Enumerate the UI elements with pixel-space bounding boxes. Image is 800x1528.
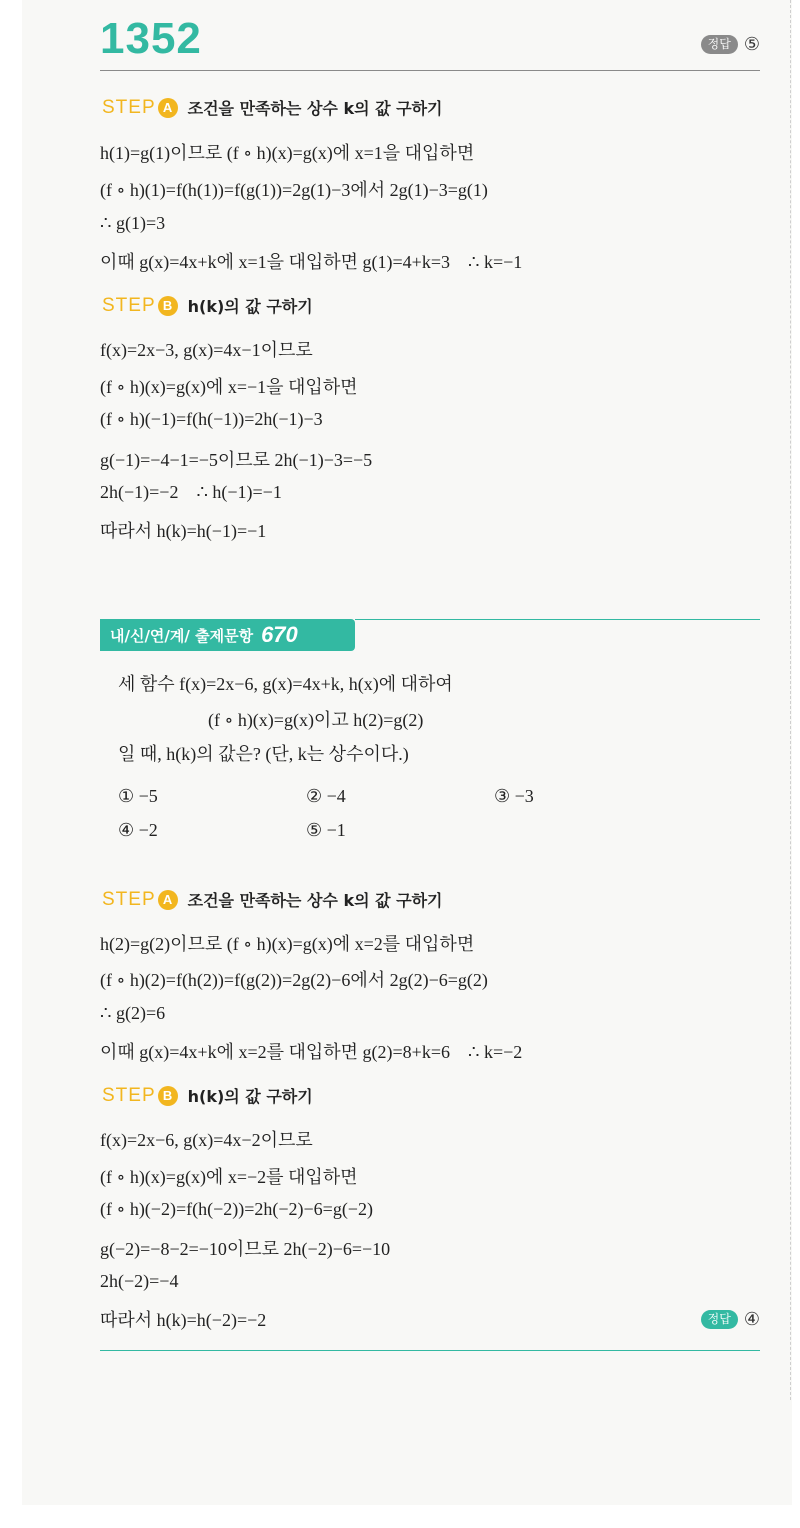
step-title: 조건을 만족하는 상수 k의 값 구하기 — [187, 891, 443, 910]
math-line: 2h(−1)=−2 ∴ h(−1)=−1 — [100, 482, 282, 502]
math-line: ∴ g(2)=6 — [100, 1003, 166, 1023]
math-line: 따라서 h(k)=h(−2)=−2 — [100, 1310, 267, 1330]
question-line: (f ∘ h)(x)=g(x)이고 h(2)=g(2) — [208, 710, 424, 730]
step-letter-badge: A — [158, 890, 178, 910]
math-line: 따라서 h(k)=h(−1)=−1 — [100, 521, 267, 541]
math-line: (f ∘ h)(x)=g(x)에 x=−2를 대입하면 — [100, 1167, 358, 1187]
step-a-heading — [102, 96, 443, 119]
math-line: (f ∘ h)(x)=g(x)에 x=−1을 대입하면 — [100, 377, 358, 397]
step-label: STEP — [102, 96, 156, 118]
step-title: h(k)의 값 구하기 — [187, 297, 313, 316]
math-line: ∴ g(1)=3 — [100, 213, 166, 233]
math-line: f(x)=2x−3, g(x)=4x−1이므로 — [100, 340, 313, 360]
question-line: 일 때, h(k)의 값은? (단, k는 상수이다.) — [118, 744, 409, 764]
step-label: STEP — [102, 294, 156, 316]
math-line: (f ∘ h)(1)=f(h(1))=f(g(1))=2g(1)−3에서 2g(1)−3=g(1) — [100, 180, 488, 200]
step-title: 조건을 만족하는 상수 k의 값 구하기 — [187, 99, 443, 118]
ribbon-divider — [355, 619, 760, 620]
problem-number: 1352 — [100, 14, 202, 63]
step-b-heading — [102, 294, 313, 317]
step-letter-badge: A — [158, 98, 178, 118]
step-letter-badge: B — [158, 296, 178, 316]
math-line: g(−1)=−4−1=−5이므로 2h(−1)−3=−5 — [100, 450, 373, 470]
answer-tag-bottom — [701, 1309, 760, 1330]
choice-4: ④ −2 — [118, 820, 158, 840]
math-line: f(x)=2x−6, g(x)=4x−2이므로 — [100, 1130, 313, 1150]
math-line: (f ∘ h)(2)=f(h(2))=f(g(2))=2g(2)−6에서 2g(2)−6=g(2) — [100, 970, 488, 990]
step-label: STEP — [102, 888, 156, 910]
math-line: 2h(−2)=−4 — [100, 1271, 179, 1291]
footer-divider — [100, 1350, 760, 1351]
choice-1: ① −5 — [118, 786, 158, 806]
step-title: h(k)의 값 구하기 — [187, 1087, 313, 1106]
choice-5: ⑤ −1 — [306, 820, 346, 840]
header-divider — [100, 70, 760, 71]
choice-3: ③ −3 — [494, 786, 534, 806]
step-a-heading — [102, 888, 443, 911]
answer-value: ④ — [743, 1309, 760, 1330]
step-letter-badge: B — [158, 1086, 178, 1106]
math-line: h(1)=g(1)이므로 (f ∘ h)(x)=g(x)에 x=1을 대입하면 — [100, 143, 475, 163]
answer-tag-top — [701, 34, 760, 55]
step-label: STEP — [102, 1084, 156, 1106]
answer-value: ⑤ — [743, 34, 760, 55]
question-line: 세 함수 f(x)=2x−6, g(x)=4x+k, h(x)에 대하여 — [118, 674, 453, 694]
linked-problem-ribbon — [100, 619, 355, 651]
math-line: (f ∘ h)(−2)=f(h(−2))=2h(−2)−6=g(−2) — [100, 1199, 373, 1219]
ribbon-label: 내/신/연/계/ 출제문항 — [110, 626, 254, 645]
choice-2: ② −4 — [306, 786, 346, 806]
math-line: h(2)=g(2)이므로 (f ∘ h)(x)=g(x)에 x=2를 대입하면 — [100, 934, 475, 954]
ribbon-number: 670 — [261, 622, 298, 647]
math-line: 이때 g(x)=4x+k에 x=2를 대입하면 g(2)=8+k=6 ∴ k=−2 — [100, 1042, 523, 1062]
math-line: g(−2)=−8−2=−10이므로 2h(−2)−6=−10 — [100, 1239, 391, 1259]
answer-pill: 정답 — [701, 1310, 738, 1329]
math-line: 이때 g(x)=4x+k에 x=1을 대입하면 g(1)=4+k=3 ∴ k=−1 — [100, 252, 523, 272]
math-line: (f ∘ h)(−1)=f(h(−1))=2h(−1)−3 — [100, 409, 323, 429]
answer-pill: 정답 — [701, 35, 738, 54]
step-b-heading — [102, 1084, 313, 1107]
page-edge-dotted-line — [790, 0, 791, 1400]
